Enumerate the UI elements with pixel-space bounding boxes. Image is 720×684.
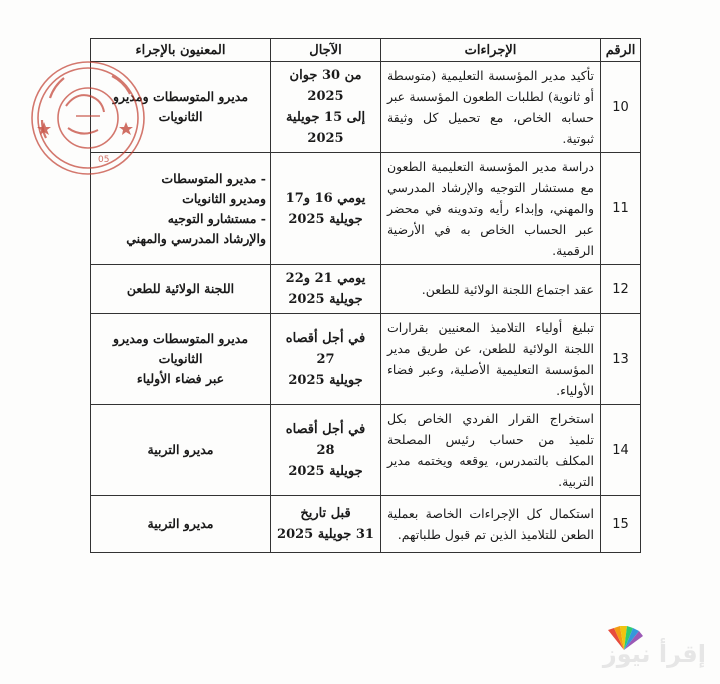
row-concerned [91, 153, 271, 265]
deadline-line: يومي 21 و22 [285, 271, 366, 286]
concerned-line: ومديرو الثانويات [182, 190, 266, 206]
deadline-line: جويلية 2025 [288, 463, 363, 479]
row-number: 10 [601, 62, 641, 153]
row-concerned [91, 496, 271, 553]
row-number: 12 [601, 265, 641, 314]
concerned-line: عبر فضاء الأولياء [136, 371, 225, 386]
table-row [91, 314, 641, 405]
row-concerned [91, 405, 271, 496]
deadline-line: جويلية 2025 [288, 292, 363, 307]
row-procedure: استكمال كل الإجراءات الخاصة بعملية الطعن للتلاميذ الذين تم قبول طلباتهم. [381, 496, 601, 553]
watermark-logo [596, 624, 714, 670]
concerned-line: مديرو المتوسطات ومديرو [112, 331, 249, 346]
schedule-table [90, 38, 641, 553]
concerned-line: مديرو المتوسطات ومديرو [112, 89, 249, 104]
deadline-line: قبل تاريخ [300, 506, 351, 521]
row-deadline [271, 153, 381, 265]
header-deadlines: الآجال [271, 39, 381, 62]
concerned-line: الثانويات [158, 109, 203, 124]
concerned-line: - مستشارو التوجيه [167, 210, 266, 226]
deadline-line: من 30 جوان 2025 [289, 68, 362, 104]
row-concerned [91, 265, 271, 314]
deadline-line: إلى 15 جويلية [285, 110, 366, 125]
concerned-line: مديرو التربية [147, 516, 214, 531]
concerned-line: - مديرو المتوسطات [161, 170, 266, 186]
header-concerned: المعنيون بالإجراء [91, 39, 271, 62]
row-procedure: تأكيد مدير المؤسسة التعليمية (متوسطة أو ثانوية) لطلبات الطعون المؤسسة عبر حسابه الخاص، مع تحميل كل وثيقة ثبوتية. [381, 62, 601, 153]
concerned-line: اللجنة الولائية للطعن [126, 281, 235, 296]
deadline-line: يومي 16 و17 [285, 190, 366, 206]
table-row [91, 405, 641, 496]
deadline-line: جويلية 2025 [288, 372, 363, 388]
row-deadline [271, 62, 381, 153]
row-number: 15 [601, 496, 641, 553]
concerned-line: مديرو التربية [147, 442, 214, 457]
deadline-line: جويلية 2025 [288, 211, 363, 227]
deadline-line: في أجل أقصاه 28 [285, 421, 366, 458]
row-procedure: دراسة مدير المؤسسة التعليمية الطعون مع مستشار التوجيه والإرشاد المدرسي والمهني، وإبداء رأيه وتدوينه في محضر عبر الحساب الخاص به في الأرضية الرقمية. [381, 153, 601, 265]
concerned-line: الثانويات [158, 351, 203, 366]
watermark-text: إقرأ نيوز [602, 640, 706, 668]
header-procedures: الإجراءات [381, 39, 601, 62]
row-procedure: عقد اجتماع اللجنة الولائية للطعن. [381, 265, 601, 314]
row-deadline [271, 496, 381, 553]
row-deadline [271, 265, 381, 314]
table-row [91, 62, 641, 153]
row-number: 13 [601, 314, 641, 405]
row-concerned [91, 314, 271, 405]
table-row [91, 153, 641, 265]
row-number: 14 [601, 405, 641, 496]
row-procedure: استخراج القرار الفردي الخاص بكل تلميذ من حساب رئيس المصلحة المكلف بالتمدرس، يوقعه ويختمه مدير التربية. [381, 405, 601, 496]
deadline-line: 31 جويلية 2025 [277, 527, 374, 542]
deadline-line: 2025 [307, 131, 344, 146]
deadline-line: في أجل أقصاه 27 [285, 330, 366, 367]
table-header-row [91, 39, 641, 62]
row-concerned [91, 62, 271, 153]
row-procedure: تبليغ أولياء التلاميذ المعنيين بقرارات اللجنة الولائية للطعن، عن طريق مدير المؤسسة التعليمية الأصلية، وعبر فضاء الأولياء. [381, 314, 601, 405]
table-row [91, 265, 641, 314]
row-number: 11 [601, 153, 641, 265]
concerned-line: والإرشاد المدرسي والمهني [126, 230, 266, 246]
header-number: الرقم [601, 39, 641, 62]
table-row [91, 496, 641, 553]
row-deadline [271, 405, 381, 496]
row-deadline [271, 314, 381, 405]
stamp-number: 05 [98, 155, 110, 165]
